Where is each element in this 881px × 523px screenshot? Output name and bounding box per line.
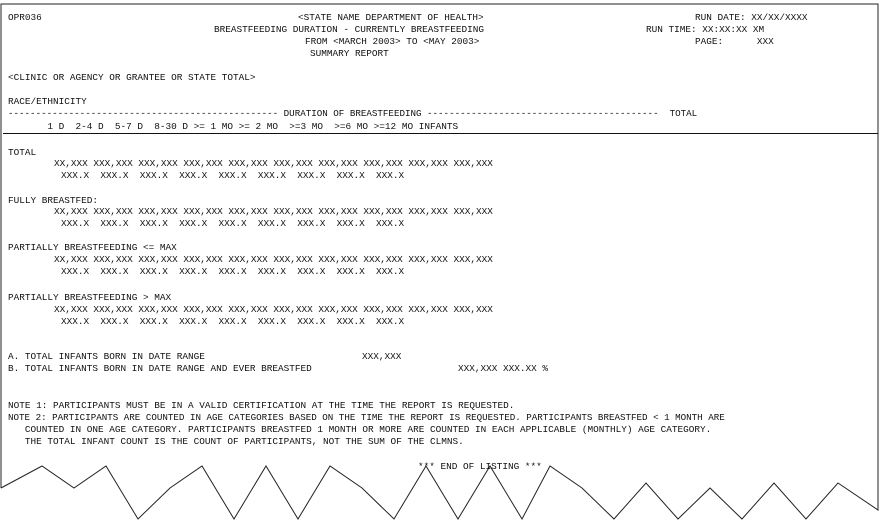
race-ethnicity-label: RACE/ETHNICITY [8,96,87,107]
section-label: TOTAL [8,147,37,158]
note-2: NOTE 2: PARTICIPANTS ARE COUNTED IN AGE CATEGORIES BASED ON THE TIME THE REPORT IS REQUESTED. PARTICIPANTS BREASTFED < 1 MONTH ARE [8,412,725,423]
ever-breastfed-value: XXX,XXX XXX.XX % [458,363,549,374]
department-name: <STATE NAME DEPARTMENT OF HEALTH> [298,12,484,23]
note-1: NOTE 1: PARTICIPANTS MUST BE IN A VALID CERTIFICATION AT THE TIME THE REPORT IS REQUESTED. [8,400,515,411]
run-time: RUN TIME: XX:XX:XX XM [646,24,765,35]
column-headers: 1 D 2-4 D 5-7 D 8-30 D >= 1 MO >= 2 MO >=3 MO >=6 MO >=12 MO INFANTS [8,121,459,132]
note-2-continued: COUNTED IN ONE AGE CATEGORY. PARTICIPANTS BREASTFED 1 MONTH OR MORE ARE COUNTED IN EACH APPLICABLE (MONTHLY) AGE CATEGORY. [8,424,712,435]
ever-breastfed-label: B. TOTAL INFANTS BORN IN DATE RANGE AND EVER BREASTFED [8,363,312,374]
section-counts: XX,XXX XXX,XXX XXX,XXX XXX,XXX XXX,XXX XXX,XXX XXX,XXX XXX,XXX XXX,XXX XXX,XXX [54,304,493,315]
header-divider [3,133,878,134]
section-counts: XX,XXX XXX,XXX XXX,XXX XXX,XXX XXX,XXX XXX,XXX XXX,XXX XXX,XXX XXX,XXX XXX,XXX [54,254,493,265]
section-label: PARTIALLY BREASTFEEDING <= MAX [8,242,177,253]
note-2-continued: THE TOTAL INFANT COUNT IS THE COUNT OF PARTICIPANTS, NOT THE SUM OF THE CLMNS. [8,436,464,447]
section-percents: XXX.X XXX.X XXX.X XXX.X XXX.X XXX.X XXX.X XXX.X XXX.X [61,266,405,277]
section-percents: XXX.X XXX.X XXX.X XXX.X XXX.X XXX.X XXX.X XXX.X XXX.X [61,316,405,327]
section-label: PARTIALLY BREASTFEEDING > MAX [8,292,172,303]
report-scope: <CLINIC OR AGENCY OR GRANTEE OR STATE TOTAL> [8,72,256,83]
duration-header-rule: ------------------------------------------------- DURATION OF BREASTFEEDING ------------------------------------------ TOTAL [8,108,698,119]
run-date: RUN DATE: XX/XX/XXXX [695,12,808,23]
report-id: OPR036 [8,12,42,23]
section-percents: XXX.X XXX.X XXX.X XXX.X XXX.X XXX.X XXX.X XXX.X XXX.X [61,218,405,229]
section-percents: XXX.X XXX.X XXX.X XXX.X XXX.X XXX.X XXX.X XXX.X XXX.X [61,170,405,181]
total-infants-value: XXX,XXX [362,351,402,362]
section-label: FULLY BREASTFED: [8,195,99,206]
section-counts: XX,XXX XXX,XXX XXX,XXX XXX,XXX XXX,XXX XXX,XXX XXX,XXX XXX,XXX XXX,XXX XXX,XXX [54,158,493,169]
end-of-listing: *** END OF LISTING *** [418,461,542,472]
total-infants-label: A. TOTAL INFANTS BORN IN DATE RANGE [8,351,205,362]
section-counts: XX,XXX XXX,XXX XXX,XXX XXX,XXX XXX,XXX XXX,XXX XXX,XXX XXX,XXX XXX,XXX XXX,XXX [54,206,493,217]
report-type: SUMMARY REPORT [310,48,389,59]
date-range: FROM <MARCH 2003> TO <MAY 2003> [305,36,480,47]
report-subtitle: BREASTFEEDING DURATION - CURRENTLY BREASTFEEDING [214,24,485,35]
page-number: PAGE: XXX [695,36,774,47]
